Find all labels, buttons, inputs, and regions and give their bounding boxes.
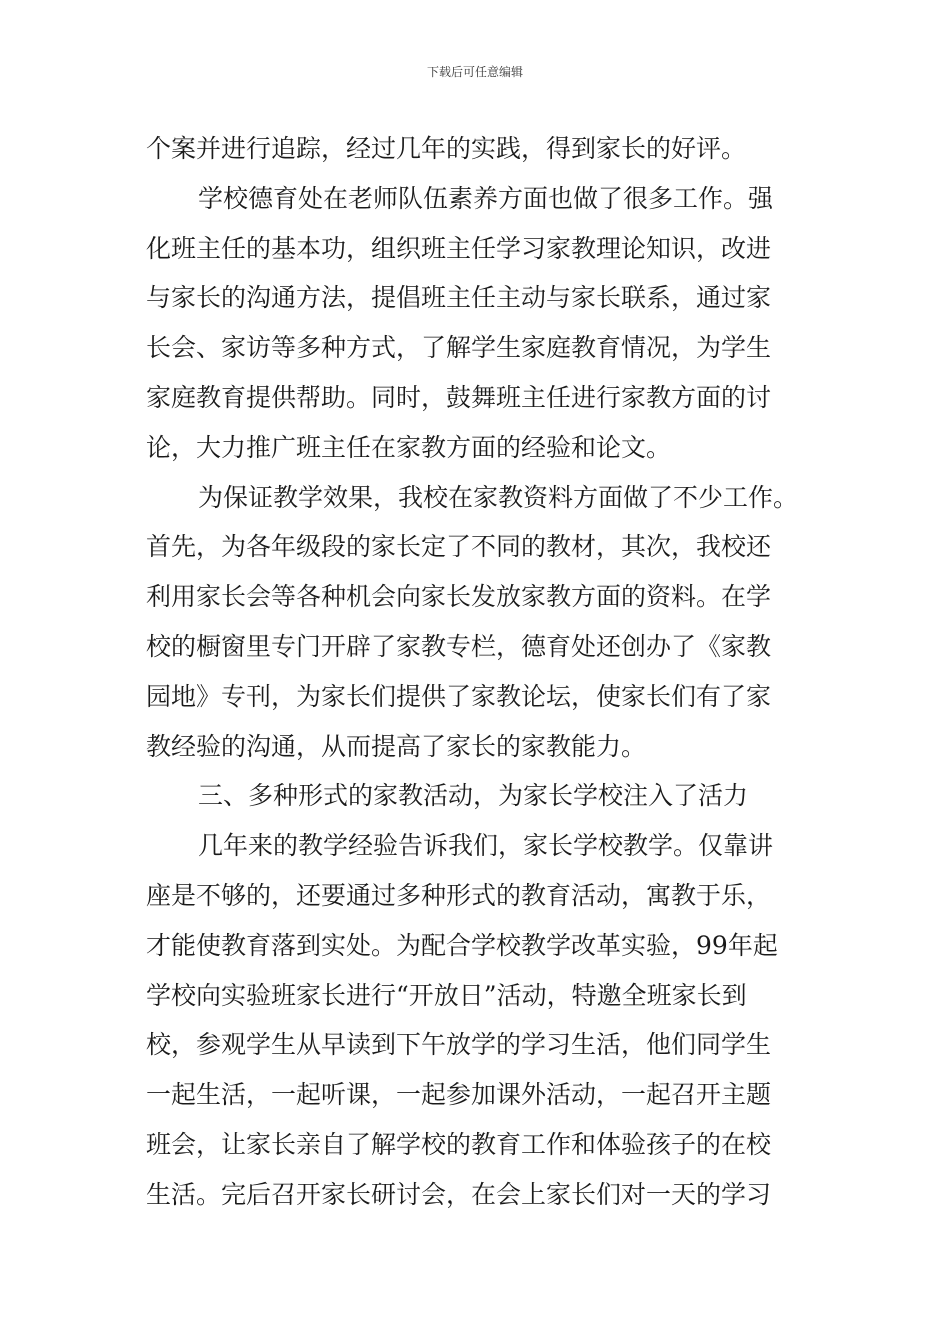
- text-line: 一起生活，一起听课，一起参加课外活动，一起召开主题: [146, 1080, 772, 1110]
- text-line: 学校德育处在老师队伍素养方面也做了很多工作。强: [198, 183, 774, 213]
- document-body: [146, 124, 846, 1220]
- page-header-note: 下载后可任意编辑: [426, 65, 523, 79]
- text-line: 为保证教学效果，我校在家教资料方面做了不少工作。: [198, 482, 799, 512]
- text-line: 学校向实验班家长进行“开放日”活动，特邀全班家长到: [146, 980, 747, 1010]
- text-line: 生活。完后召开家长研讨会，在会上家长们对一天的学习: [146, 1179, 772, 1209]
- text-line: 几年来的教学经验告诉我们，家长学校教学。仅靠讲: [198, 831, 774, 861]
- text-line: 校，参观学生从早读到下午放学的学习生活，他们同学生: [146, 1030, 772, 1060]
- text-line: 教经验的沟通，从而提高了家长的家教能力。: [146, 731, 647, 761]
- section-heading: 三、多种形式的家教活动，为家长学校注入了活力: [198, 781, 749, 811]
- text-line: 园地》专刊，为家长们提供了家教论坛，使家长们有了家: [146, 681, 772, 711]
- text-line: 首先，为各年级段的家长定了不同的教材，其次，我校还: [146, 532, 772, 562]
- text-line: 座是不够的，还要通过多种形式的教育活动，寓教于乐，: [146, 880, 772, 910]
- text-line: 利用家长会等各种机会向家长发放家教方面的资料。在学: [146, 582, 772, 612]
- text-line: 班会，让家长亲自了解学校的教育工作和体验孩子的在校: [146, 1129, 772, 1159]
- text-line: 长会、家访等多种方式，了解学生家庭教育情况，为学生: [146, 333, 772, 363]
- text-line: 与家长的沟通方法，提倡班主任主动与家长联系，通过家: [146, 283, 772, 313]
- text-line: 论，大力推广班主任在家教方面的经验和论文。: [146, 432, 672, 462]
- text-line: 家庭教育提供帮助。同时，鼓舞班主任进行家教方面的讨: [146, 382, 772, 412]
- text-line: 校的橱窗里专门开辟了家教专栏，德育处还创办了《家教: [146, 631, 772, 661]
- text-line: 化班主任的基本功，组织班主任学习家教理论知识，改进: [146, 233, 772, 263]
- text-line: 才能使教育落到实处。为配合学校教学改革实验，99年起: [146, 930, 778, 960]
- text-line: 个案并进行追踪，经过几年的实践，得到家长的好评。: [146, 134, 747, 163]
